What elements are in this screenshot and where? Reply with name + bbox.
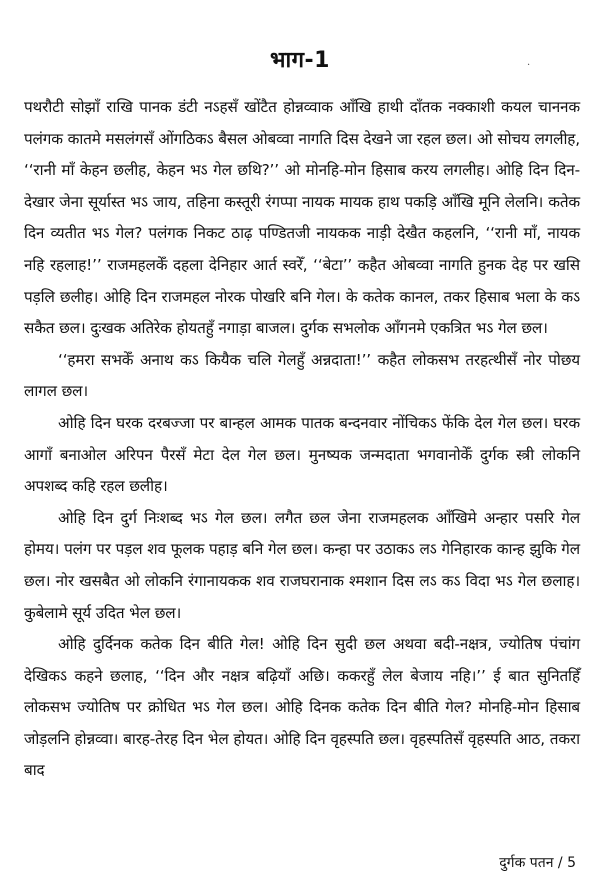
body-text	[24, 92, 580, 787]
paragraph-5: ओहि दुर्दिनक कतेक दिन बीति गेल! ओहि दिन सुदी छल अथवा बदी-नक्षत्र, ज्योतिष पंचांग देखिकऽ कहने छलाह, ‘‘दिन और नक्षत्र बढ़ियाँ अछि। ककरहुँ लेल बेजाय नहि।’’ ई बात सुनितहिँ लोकसभ ज्योतिष पर क्रोधित भऽ गेल छल। ओहि दिनक कतेक दिन बीति गेल? मोनहि-मोन हिसाब जोड़लनि होन्नव्वा। बारह-तेरह दिन भेल होयत। ओहि दिन वृहस्पति छल। वृहस्पतिसँ वृहस्पति आठ, तकरा बाद	[24, 635, 580, 780]
paragraph-2: ‘‘हमरा सभकेँ अनाथ कऽ कियैक चलि गेलहुँ अन्नदाता!’’ कहैत लोकसभ तरहत्थीसँ नोर पोछय लागल छल।	[24, 350, 580, 401]
page-footer: दुर्गक पतन / 5	[499, 855, 576, 871]
paragraph-3: ओहि दिन घरक दरबज्जा पर बान्हल आमक पातक बन्दनवार नोंचिकऽ फेंकि देल गेल छल। घरक आगाँ बनाओल अरिपन पैरसँ मेटा देल गेल छल। मुनष्यक जन्मदाता भगवानोकेँ दुर्गक स्त्री लोकनि अपशब्द कहि रहल छलीह।	[24, 413, 580, 496]
paragraph-1: पथरौटी सोझाँ राखि पानक डंटी नऽहसँ खोंटैत होन्नव्वाक आँखि हाथी दाँतक नक्काशी कयल चाननक पलंगक कातमे मसलंगसँ ओंगठिकऽ बैसल ओबव्वा नागति दिस देखने जा रहल छल। ओ सोचय लगलीह, ‘‘रानी माँ केहन छलीह, केहन भऽ गेल छथि?’’ ओ मोनहि-मोन हिसाब करय लगलीह। ओहि दिन दिन-देखार जेना सूर्यास्त भऽ जाय, तहिना कस्तूरी रंगप्पा नायक मायक हाथ पकड़ि आँखि मूनि लेलनि। कतेक दिन व्यतीत भऽ गेल? पलंगक निकट ठाढ़ पण्डितजी नायकक नाड़ी देखैत कहलनि, ‘‘रानी माँ, नायक नहि रहलाह!’’ राजमहलकेँ दहला देनिहार आर्त स्वरेँ, ‘‘बेटा’’ कहैत ओबव्वा नागति हुनक देह पर खसि पड़लि छलीह। ओहि दिन राजमहल नोरक पोखरि बनि गेल। के कतेक कानल, तकर हिसाब भला के कऽ सकैत छल। दुःखक अतिरेक होयतहुँ नगाड़ा बाजल। दुर्गक सभलोक आँगनमे एकत्रित भऽ गेल छल।	[24, 98, 580, 338]
paragraph-4: ओहि दिन दुर्ग निःशब्द भऽ गेल छल। लगैत छल जेना राजमहलक आँखिमे अन्हार पसरि गेल होमय। पलंग पर पड़ल शव फूलक पहाड़ बनि गेल छल। कन्हा पर उठाकऽ लऽ गेनिहारक कान्ह झुकि गेल छल। नोर खसबैत ओ लोकनि रंगानायकक शव राजघरानाक श्मशान दिस लऽ कऽ विदा भऽ गेल छलाह। कुबेलामे सूर्य उदित भेल छल।	[24, 508, 580, 622]
chapter-title: भाग-1	[270, 48, 330, 73]
corner-mark: ·	[527, 60, 531, 71]
